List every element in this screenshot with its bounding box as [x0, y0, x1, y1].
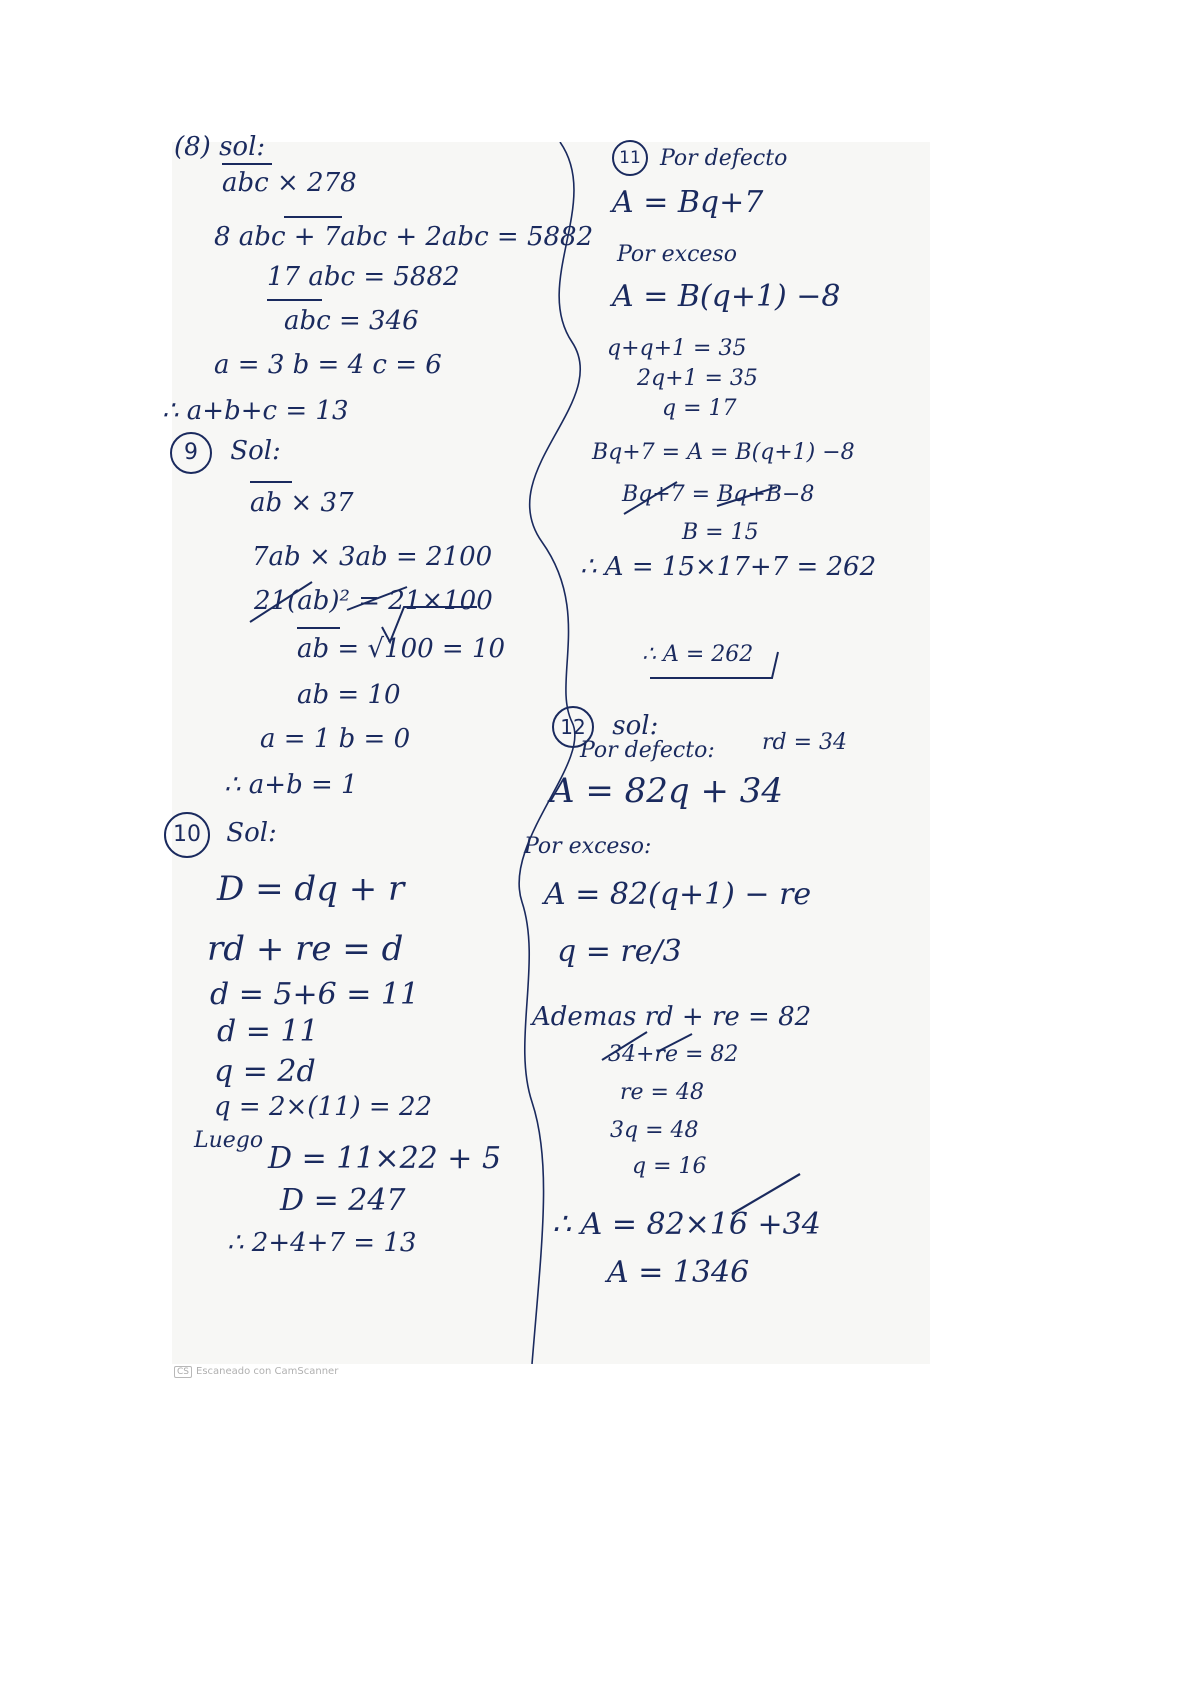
problem-11-line: Bq+7 = A = B(q+1) −8 — [592, 440, 855, 465]
problem-10-line: q = 2d — [214, 1054, 316, 1089]
problem-9-line: a = 1 b = 0 — [260, 724, 411, 754]
problem-12-line: ∴ A = 82×16 +34 — [552, 1207, 821, 1242]
problem-12-line: rd = 34 — [762, 730, 848, 755]
scanner-watermark — [174, 1366, 338, 1378]
problem-10-line: D = 11×22 + 5 — [268, 1141, 502, 1176]
problem-10-number: 10 — [164, 812, 210, 858]
problem-8-answer: ∴ a+b+c = 13 — [162, 396, 349, 426]
problem-12-line: A = 82q + 34 — [550, 771, 784, 811]
problem-11-line: 2q+1 = 35 — [637, 366, 758, 391]
problem-11-answer: ∴ A = 262 — [642, 642, 754, 667]
problem-11-line: q = 17 — [662, 396, 737, 421]
problem-12-line: Por exceso: — [524, 834, 652, 859]
problem-11-line: ∴ A = 15×17+7 = 262 — [580, 552, 877, 582]
problem-10-luego: Luego — [194, 1128, 264, 1153]
problem-12-number: 12 — [552, 706, 594, 748]
problem-10-line: D = 247 — [280, 1183, 406, 1218]
problem-11-line: Por exceso — [617, 242, 737, 267]
problem-10-line: D = dq + r — [217, 869, 405, 909]
problem-12-title: sol: — [612, 711, 659, 741]
problem-9-line: ab × 37 — [250, 488, 354, 518]
problem-12-line: re = 48 — [620, 1080, 704, 1105]
problem-11-line: A = B(q+1) −8 — [612, 279, 841, 314]
problem-8-line: 17 abc = 5882 — [267, 262, 460, 292]
problem-8-line: abc × 278 — [222, 168, 357, 198]
problem-12-answer: A = 1346 — [607, 1255, 750, 1290]
problem-9-line: ab = √100 = 10 — [297, 634, 506, 664]
problem-10-header — [164, 812, 277, 858]
problem-10-line: rd + re = d — [207, 929, 404, 969]
problem-12-line: A = 82(q+1) − re — [544, 877, 812, 912]
problem-11-line: A = Bq+7 — [612, 185, 764, 220]
camscanner-text: Escaneado con CamScanner — [196, 1366, 339, 1377]
problem-11-line: Por defecto — [660, 146, 788, 171]
problem-11-line: q+q+1 = 35 — [607, 336, 747, 361]
problem-12-line: q = 16 — [632, 1154, 707, 1179]
problem-8-line: a = 3 b = 4 c = 6 — [214, 350, 442, 380]
problem-10-title: Sol: — [226, 818, 277, 848]
scanned-page — [162, 132, 930, 1364]
problem-9-header — [170, 432, 281, 474]
problem-10-line: q = 2×(11) = 22 — [214, 1092, 433, 1122]
problem-9-title: Sol: — [230, 436, 281, 466]
problem-11-number: 11 — [612, 140, 648, 176]
problem-10-line: d = 11 — [217, 1014, 319, 1049]
problem-9-answer: ∴ a+b = 1 — [224, 770, 358, 800]
problem-11-line: Bq+7 = Bq+B−8 — [622, 482, 815, 507]
column-divider — [519, 142, 580, 1364]
problem-8-line: abc = 346 — [284, 306, 419, 336]
problem-9-line: 7ab × 3ab = 2100 — [252, 542, 493, 572]
problem-12-line: Por defecto: — [580, 738, 715, 763]
problem-10-answer: ∴ 2+4+7 = 13 — [227, 1228, 417, 1258]
problem-12-line: q = re/3 — [557, 934, 682, 969]
problem-9-line: ab = 10 — [297, 680, 401, 710]
problem-12-line: 34+re = 82 — [608, 1042, 739, 1067]
problem-9-line: 21(ab)² = 21×100 — [254, 586, 493, 616]
problem-8-line: 8 abc + 7abc + 2abc = 5882 — [214, 222, 594, 252]
problem-10-line: d = 5+6 = 11 — [210, 977, 420, 1012]
problem-9-number: 9 — [170, 432, 212, 474]
problem-12-line: Ademas rd + re = 82 — [532, 1002, 812, 1032]
problem-11-line: B = 15 — [682, 520, 759, 545]
camscanner-badge: CS — [174, 1366, 192, 1378]
problem-12-line: 3q = 48 — [610, 1118, 699, 1143]
problem-8-title: (8) sol: — [174, 132, 266, 162]
